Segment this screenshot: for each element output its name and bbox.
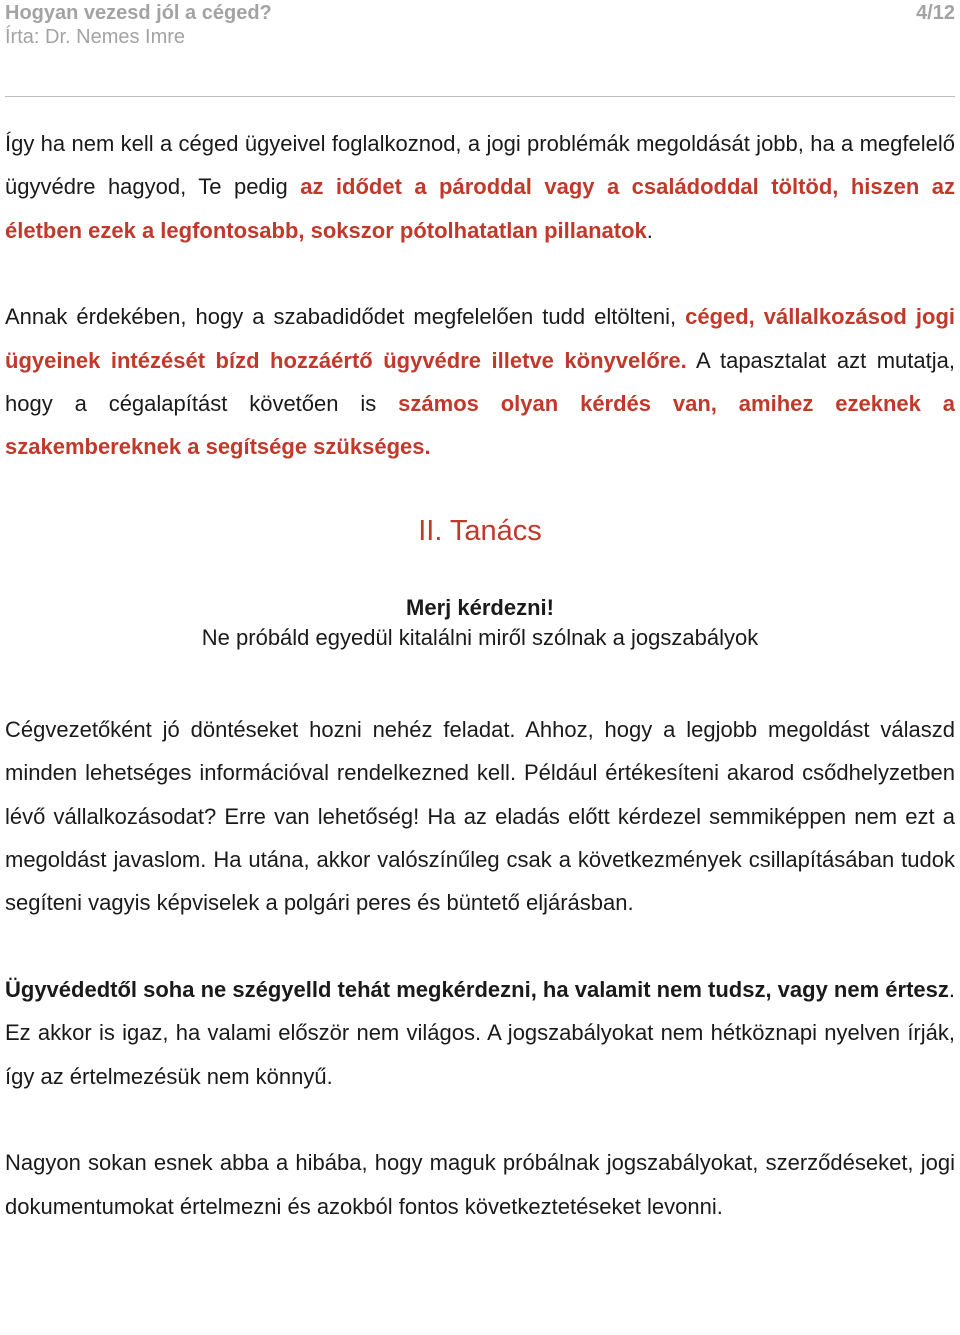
document-author: Írta: Dr. Nemes Imre bbox=[5, 26, 186, 48]
section-subtitle-bold: Merj kérdezni! bbox=[406, 594, 554, 620]
paragraph-3: Cégvezetőként jó döntéseket hozni nehéz feladat. Ahhoz, hogy a legjobb megoldást válaszd minden lehetséges információval rendelkezned kell. Például értékesíteni akarod csődhelyzetben lévő vállalkozásodat? Erre van lehetőség! Ha az eladás előtt kérdezel semmiképpen nem ezt a megoldást javaslom. Ha utána, akkor valószínűleg csak a következmények csillapításában tudok segíteni vagyis képviselek a polgári peres és büntető eljárásban. bbox=[5, 716, 955, 916]
paragraph-2-highlight-2: számos olyan kérdés van, amihez ezeknek a szakembereknek a segítsége szükséges. bbox=[5, 391, 955, 460]
paragraph-2-highlight-1: céged, vállalkozásod jogi ügyeinek intézését bízd hozzáértő ügyvédre illetve könyvelőre. bbox=[5, 304, 955, 373]
paragraph-5: Nagyon sokan esnek abba a hibába, hogy maguk próbálnak jogszabályokat, szerződéseket, jogi dokumentumokat értelmezni és azokból fontos következtetéseket levonni. bbox=[5, 1150, 955, 1219]
page-header bbox=[5, 0, 955, 97]
paragraph-1-highlight: az idődet a pároddal vagy a családoddal töltöd, hiszen az életben ezek a legfontosabb, sokszor pótolhatatlan pillanatok bbox=[5, 174, 955, 243]
document-body bbox=[5, 122, 955, 1228]
paragraph-4-bold: Ügyvédedtől soha ne szégyelld tehát megkérdezni, ha valamit nem tudsz, vagy nem értesz bbox=[5, 976, 949, 1002]
paragraph-2-text-2: A tapasztalat azt mutatja, hogy a cégalapítást követően is bbox=[5, 347, 955, 417]
paragraph-1-end: . bbox=[646, 217, 653, 243]
section-subtitle: Ne próbáld egyedül kitalálni miről szólnak a jogszabályok bbox=[201, 624, 759, 650]
paragraph-2 bbox=[5, 295, 955, 469]
section-title: II. Tanács bbox=[418, 514, 542, 547]
paragraph-4-text: . Ez akkor is igaz, ha valami először nem világos. A jogszabályokat nem hétköznapi nyelven írják, így az értelmezésük nem könnyű. bbox=[5, 976, 955, 1089]
paragraph-2-text: Annak érdekében, hogy a szabadidődet megfelelően tudd eltölteni, bbox=[5, 304, 686, 330]
paragraph-1 bbox=[5, 122, 955, 252]
document-title: Hogyan vezesd jól a céged? bbox=[5, 2, 272, 24]
paragraph-1-text: Így ha nem kell a céged ügyeivel foglalkoznod, a jogi problémák megoldását jobb, ha a megfelelő ügyvédre hagyod, Te pedig bbox=[5, 131, 955, 200]
paragraph-4 bbox=[5, 968, 955, 1098]
page-number: 4/12 bbox=[916, 2, 955, 24]
